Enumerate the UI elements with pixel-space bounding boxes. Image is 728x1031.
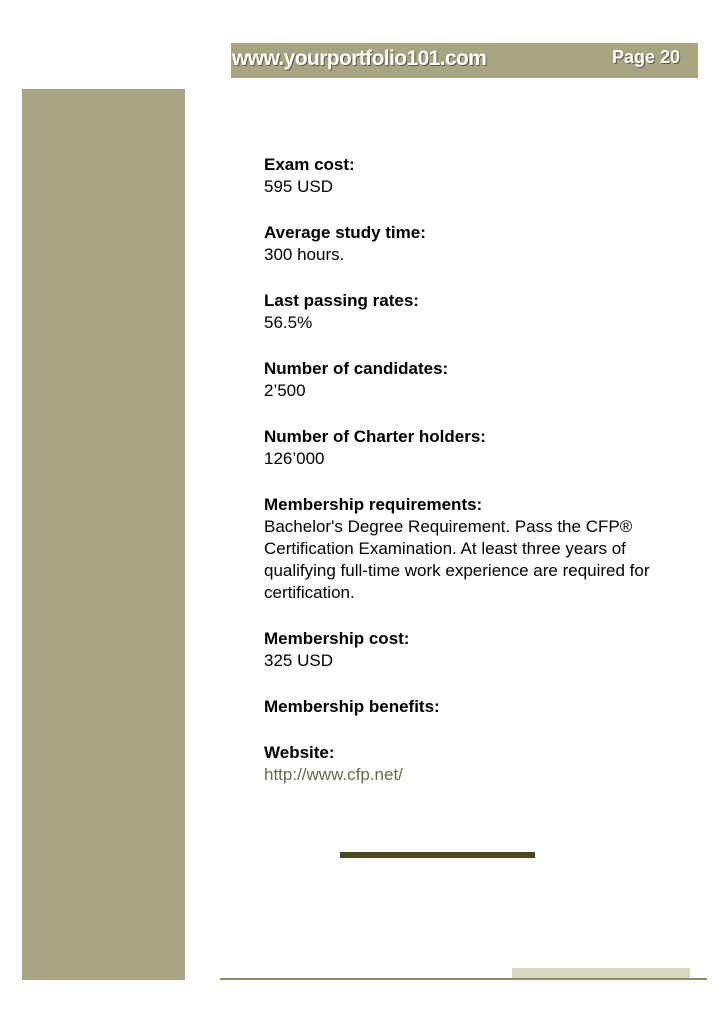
side-bar — [22, 89, 185, 980]
entry-value: 56.5% — [264, 313, 313, 332]
entry-website — [264, 742, 694, 786]
header-url: www.yourportfolio101.com — [232, 47, 487, 70]
entry-label: Website: — [264, 743, 335, 762]
entry-label: Number of Charter holders: — [264, 427, 486, 446]
entry-label: Exam cost: — [264, 155, 355, 174]
entry-value: Bachelor's Degree Requirement. Pass the CFP® Certification Examination. At least three years of qualifying full-time work experience are required for certification. — [264, 517, 650, 602]
entry-label: Number of candidates: — [264, 359, 449, 378]
entry-value: 126’000 — [264, 449, 325, 468]
footer-line — [220, 978, 707, 980]
entry-label: Average study time: — [264, 223, 426, 242]
entry-membership-cost — [264, 628, 694, 672]
divider — [340, 852, 535, 858]
content — [264, 154, 694, 810]
entry-label: Last passing rates: — [264, 291, 419, 310]
footer-block — [512, 968, 690, 978]
entry-membership-benefits — [264, 696, 694, 718]
entry-charter-holders — [264, 426, 694, 470]
entry-label: Membership requirements: — [264, 495, 483, 514]
entry-membership-requirements — [264, 494, 694, 604]
entry-value: 595 USD — [264, 177, 333, 196]
page-number: Page 20 — [612, 47, 681, 67]
entry-study-time — [264, 222, 694, 266]
entry-value: 325 USD — [264, 651, 333, 670]
entry-value: 300 hours. — [264, 245, 345, 264]
entry-passing-rates — [264, 290, 694, 334]
entry-label: Membership benefits: — [264, 697, 440, 716]
entry-value: 2’500 — [264, 381, 306, 400]
website-link[interactable]: http://www.cfp.net/ — [264, 765, 403, 784]
entry-candidates — [264, 358, 694, 402]
entry-exam-cost — [264, 154, 694, 198]
entry-label: Membership cost: — [264, 629, 410, 648]
